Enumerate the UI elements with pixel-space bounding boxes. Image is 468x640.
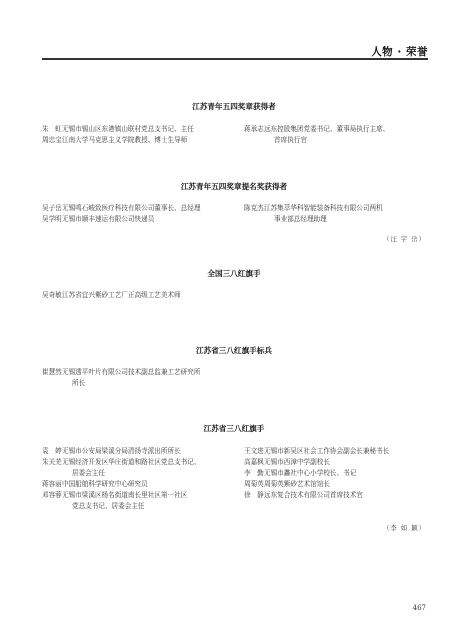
honoree-desc-cont: 首席执行官 bbox=[274, 136, 307, 144]
honoree-desc-cont: 居委会主任 bbox=[72, 469, 105, 477]
page-number: 467 bbox=[412, 604, 426, 612]
honoree-desc-cont: 事业部总经理助理 bbox=[274, 215, 327, 223]
honoree-desc: 远东复合技术有限公司首席技术官 bbox=[264, 491, 363, 499]
honoree-name: 崔慧然 bbox=[42, 368, 62, 376]
honoree-desc: 无锡鸣石峻致医疗科技有限公司董事长、总经理 bbox=[62, 204, 201, 212]
honoree-desc: 江苏集萃华科智能装备科技有限公司两机 bbox=[264, 204, 383, 212]
honoree-desc: 无锡透平叶片有限公司技术副总监兼工艺研究所 bbox=[62, 368, 201, 376]
editor-credit: （李 如 颖） bbox=[382, 524, 426, 532]
honoree-desc: 无锡市顺丰速运有限公司快递员 bbox=[62, 215, 155, 223]
honoree-desc: 无锡市新吴区社会工作协会副会长兼秘书长 bbox=[264, 447, 390, 455]
honoree-name: 吴子岳 bbox=[42, 204, 62, 212]
honoree-name: 周菊英 bbox=[244, 480, 264, 488]
honoree-desc: 江苏省宜兴紫砂工艺厂正高级工艺美术师 bbox=[62, 291, 181, 299]
section-title: 江苏青年五四奖章获得者 bbox=[192, 102, 276, 111]
honoree-desc: 远东控股集团党委书记、董事局执行主席、 bbox=[264, 125, 390, 133]
section-title: 全国三八红旗手 bbox=[207, 269, 261, 278]
honoree-desc: 无锡市西漳中学副校长 bbox=[264, 458, 330, 466]
section-title: 江苏青年五四奖章提名奖获得者 bbox=[180, 182, 288, 191]
honoree-name: 邓容蓉 bbox=[42, 491, 62, 499]
page-header-title: 人物 · 荣誉 bbox=[371, 46, 428, 58]
editor-credit: （汪 宇 岳） bbox=[382, 235, 426, 243]
honoree-desc: 江南大学马克思主义学院教授、博士生导师 bbox=[62, 136, 188, 144]
honoree-name: 吴学明 bbox=[42, 215, 62, 223]
honoree-desc: 无锡市梁溪区杨名街道南长里社区第一社区 bbox=[62, 491, 188, 499]
honoree-name: 袁 婷 bbox=[42, 447, 62, 455]
honoree-desc: 无锡市蠡社中心小学校长、书记 bbox=[264, 469, 357, 477]
header-rule bbox=[42, 58, 428, 60]
honoree-name: 陈克杰 bbox=[244, 204, 264, 212]
honoree-name: 吴奇敏 bbox=[42, 291, 62, 299]
honoree-name: 朱关芜 bbox=[42, 458, 62, 466]
section-title: 江苏省三八红旗手 bbox=[203, 424, 265, 433]
honoree-desc: 周菊英紫砂艺术馆馆长 bbox=[264, 480, 330, 488]
honoree-name: 李 勤 bbox=[244, 469, 264, 477]
honoree-desc: 无锡经济开发区华庄街道和路社区党总支书记、 bbox=[62, 458, 201, 466]
honoree-name: 王文进 bbox=[244, 447, 264, 455]
section-title: 江苏省三八红旗手标兵 bbox=[196, 346, 272, 355]
honoree-name: 徐 静 bbox=[244, 491, 264, 499]
honoree-desc-cont: 所长 bbox=[72, 379, 86, 387]
honoree-name: 蒋容丽 bbox=[42, 480, 62, 488]
honoree-desc-cont: 党总支书记、居委会主任 bbox=[72, 502, 145, 510]
honoree-desc: 无锡市锡山区东港镇山联村党总支书记、主任 bbox=[62, 125, 194, 133]
honoree-name: 周忠宝 bbox=[42, 136, 62, 144]
honoree-name: 朱 虹 bbox=[42, 125, 62, 133]
honoree-name: 高嘉枫 bbox=[244, 458, 264, 466]
honoree-desc: 无锡市公安局梁溪分局清扬寺派出所所长 bbox=[62, 447, 181, 455]
honoree-name: 蒋承志 bbox=[244, 125, 264, 133]
honoree-desc: 中国船舶科学研究中心研究员 bbox=[62, 480, 148, 488]
